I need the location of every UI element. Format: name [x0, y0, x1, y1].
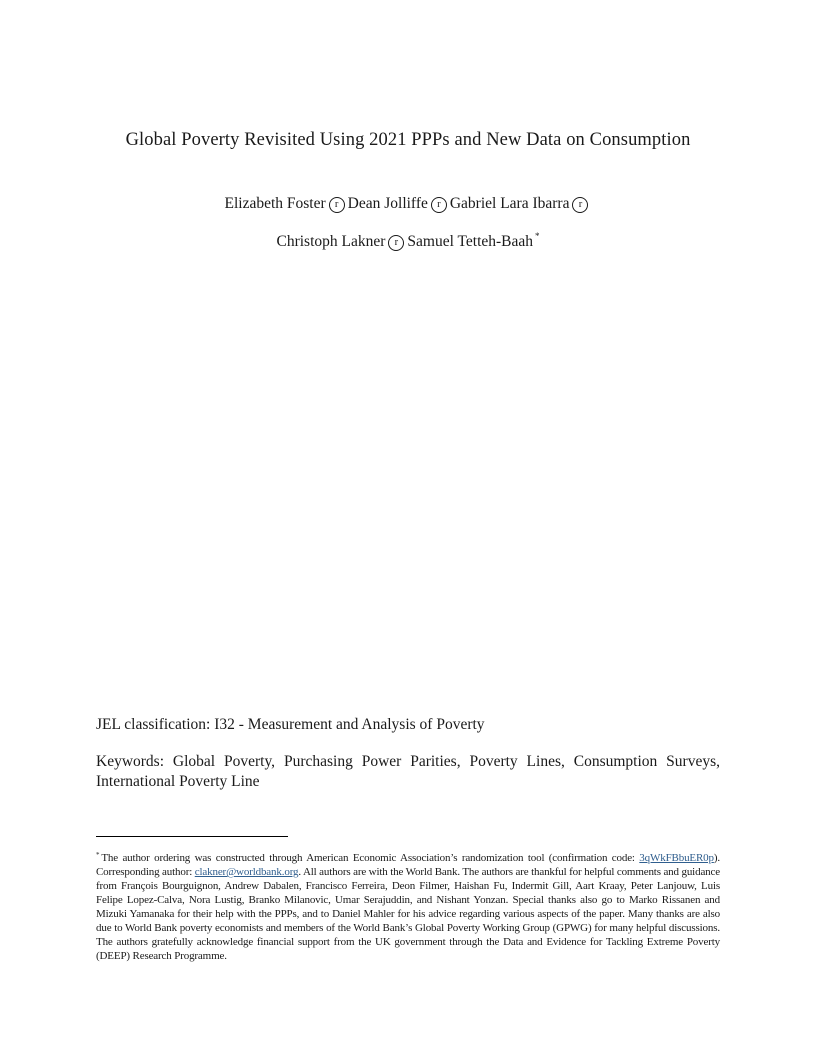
footnote-text: ). Corresponding author: [96, 852, 720, 878]
author-line-2 [0, 226, 816, 252]
author-separator-icon: r [572, 197, 588, 213]
author-name: Samuel Tetteh-Baah [407, 233, 534, 250]
author-name: Gabriel Lara Ibarra [449, 195, 570, 212]
paper-title: Global Poverty Revisited Using 2021 PPPs and New Data on Consumption [125, 130, 691, 150]
footnote-divider [96, 836, 288, 837]
footnote-marker: * [96, 851, 100, 859]
author-separator-icon: r [431, 197, 447, 213]
confirmation-code-link[interactable]: 3qWkFBbuER0p [639, 852, 714, 864]
author-separator-icon: r [388, 235, 404, 251]
footnote [96, 848, 720, 963]
author-footnote-marker[interactable]: * [535, 231, 540, 241]
email-link[interactable]: clakner@worldbank.org [194, 866, 299, 878]
jel-classification: JEL classification: I32 - Measurement and Analysis of Poverty [96, 716, 485, 733]
author-line-1 [0, 194, 816, 214]
author-name: Elizabeth Foster [224, 195, 326, 212]
footnote-text: The author ordering was constructed through American Economic Association’s randomization tool (confirmation code: [101, 852, 640, 864]
author-name: Dean Jolliffe [347, 195, 428, 212]
footnote-text: . All authors are with the World Bank. The authors are thankful for helpful comments and guidance from François Bourguignon, Andrew Dabalen, Francisco Ferreira, Deon Filmer, Haishan Fu, Indermit Gill, Aart Kraay, Peter Lanjouw, Luis Felipe Lopez-Calva, Nora Lustig, Branko Milanovic, Umar Serajuddin, and Nishant Yonzan. Special thanks also go to Marko Rissanen and Mizuki Yamanaka for their help with the PPPs, and to Daniel Mahler for his advice regarding various aspects of the paper. Many thanks are also due to World Bank poverty economists and members of the World Bank’s Global Poverty Working Group (GPWG) for many helpful discussions. The authors gratefully acknowledge financial support from the UK government through the Data and Evidence for Tackling Extreme Poverty (DEEP) Research Programme. [96, 866, 720, 962]
author-separator-icon: r [329, 197, 345, 213]
keywords: Keywords: Global Poverty, Purchasing Power Parities, Poverty Lines, Consumption Surveys, International Poverty Line [96, 753, 720, 790]
author-name: Christoph Lakner [276, 233, 386, 250]
